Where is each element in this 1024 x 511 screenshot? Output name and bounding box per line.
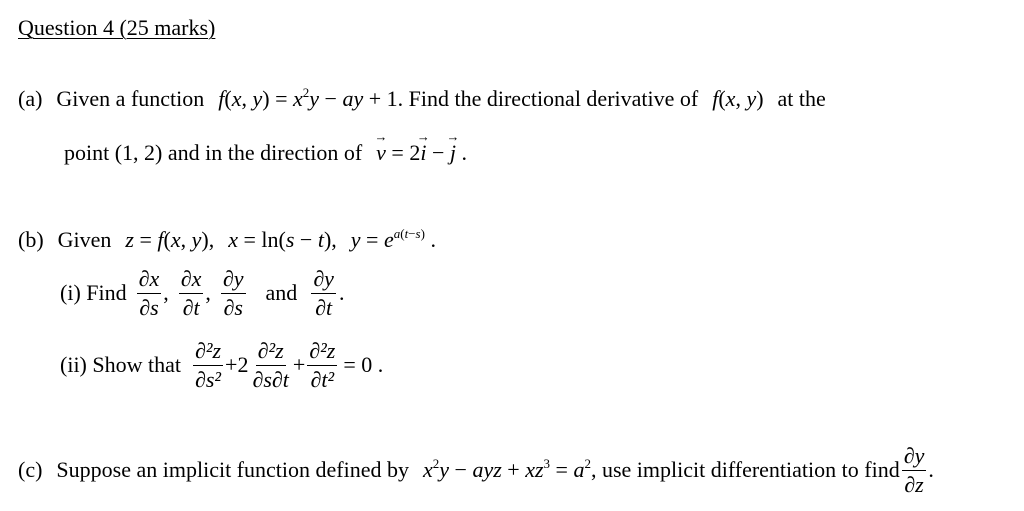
part-b-i-and: and bbox=[265, 280, 298, 305]
plus-sign: + bbox=[292, 352, 306, 377]
part-b-ii-label: (ii) Show that bbox=[60, 352, 181, 377]
part-b-i-label: (i) Find bbox=[60, 280, 127, 305]
part-a-line-2-text: point (1, 2) and in the direction of bbox=[64, 140, 363, 165]
fraction-dy-ds: $\frac{\partial y}{\partial s}$ bbox=[222, 265, 244, 320]
part-b-ii bbox=[60, 336, 383, 394]
part-a-text-1: Given a function bbox=[56, 86, 205, 111]
direction-vector: → v = 2→ i − → j . bbox=[376, 140, 467, 165]
part-c-text-1: Suppose an implicit function defined by bbox=[56, 457, 409, 482]
fraction-dy-dt: $\frac{\partial y}{\partial t}$ bbox=[313, 265, 334, 320]
fraction-dy-dz: $\frac{\partial y}{\partial z}$ bbox=[903, 442, 925, 497]
part-c-line: (c) Suppose an implicit function defined by $x^2y$ − ayz + $xz^3 = a^2$ , use implicit differentiation to find $\frac{\partial y}{\partial z}$ . bbox=[18, 442, 934, 497]
fraction-d2z-dt2: $\frac{\text{∂²z}}{\text{∂t²}}$ bbox=[309, 337, 336, 392]
part-c-text-2: , use implicit differentiation to find bbox=[590, 457, 900, 482]
part-b-eq-x: x = ln(s − t), bbox=[228, 227, 337, 252]
coefficient-plus-2: +2 bbox=[225, 352, 249, 377]
part-b-line-1 bbox=[18, 226, 436, 252]
part-b-text-1: Given bbox=[57, 227, 112, 252]
equals-zero: = 0 . bbox=[343, 352, 384, 377]
part-a-function-2: f bbox=[712, 86, 719, 111]
part-b-label: (b) bbox=[18, 227, 44, 252]
part-b-eq-z: z = f(x, y), bbox=[125, 227, 215, 252]
fraction-dx-dt: $\frac{\partial x}{\partial t}$ bbox=[180, 265, 202, 320]
part-b-i: (i) Find $\frac{\partial x}{\partial s}$ , $\frac{\partial x}{\partial t}$ , $\frac{\partial y}{\partial s}$ and $\frac{\partial y}{\partial t}$ . bbox=[60, 265, 345, 320]
part-a-line-1: (a) Given a function f(x, $y) = x^2y$ − ay + 1. Find the directional derivative of f(x, y) at the bbox=[18, 85, 826, 111]
part-a-label: (a) bbox=[18, 86, 43, 111]
part-a-function: f bbox=[218, 86, 225, 111]
part-b-eq-y: $y = e^{a(t-s)}$ . bbox=[350, 226, 436, 252]
part-a-text-3: at the bbox=[777, 86, 826, 111]
part-a-line-2 bbox=[64, 142, 467, 164]
fraction-d2z-dsdt: $\frac{\text{∂²z}}{\partial s\partial t}$ bbox=[252, 337, 289, 392]
part-a-text-2: . Find the directional derivative of bbox=[397, 86, 699, 111]
fraction-dx-ds: $\frac{\partial x}{\partial s}$ bbox=[138, 265, 160, 320]
part-c-equation: $x^2y$ − ayz + $xz^3 = a^2$ bbox=[422, 456, 591, 482]
question-title: Question 4 (25 marks) bbox=[18, 15, 216, 40]
fraction-d2z-ds2: $\frac{\text{∂²z}}{\text{∂s²}}$ bbox=[195, 337, 222, 392]
part-c-label: (c) bbox=[18, 457, 43, 482]
